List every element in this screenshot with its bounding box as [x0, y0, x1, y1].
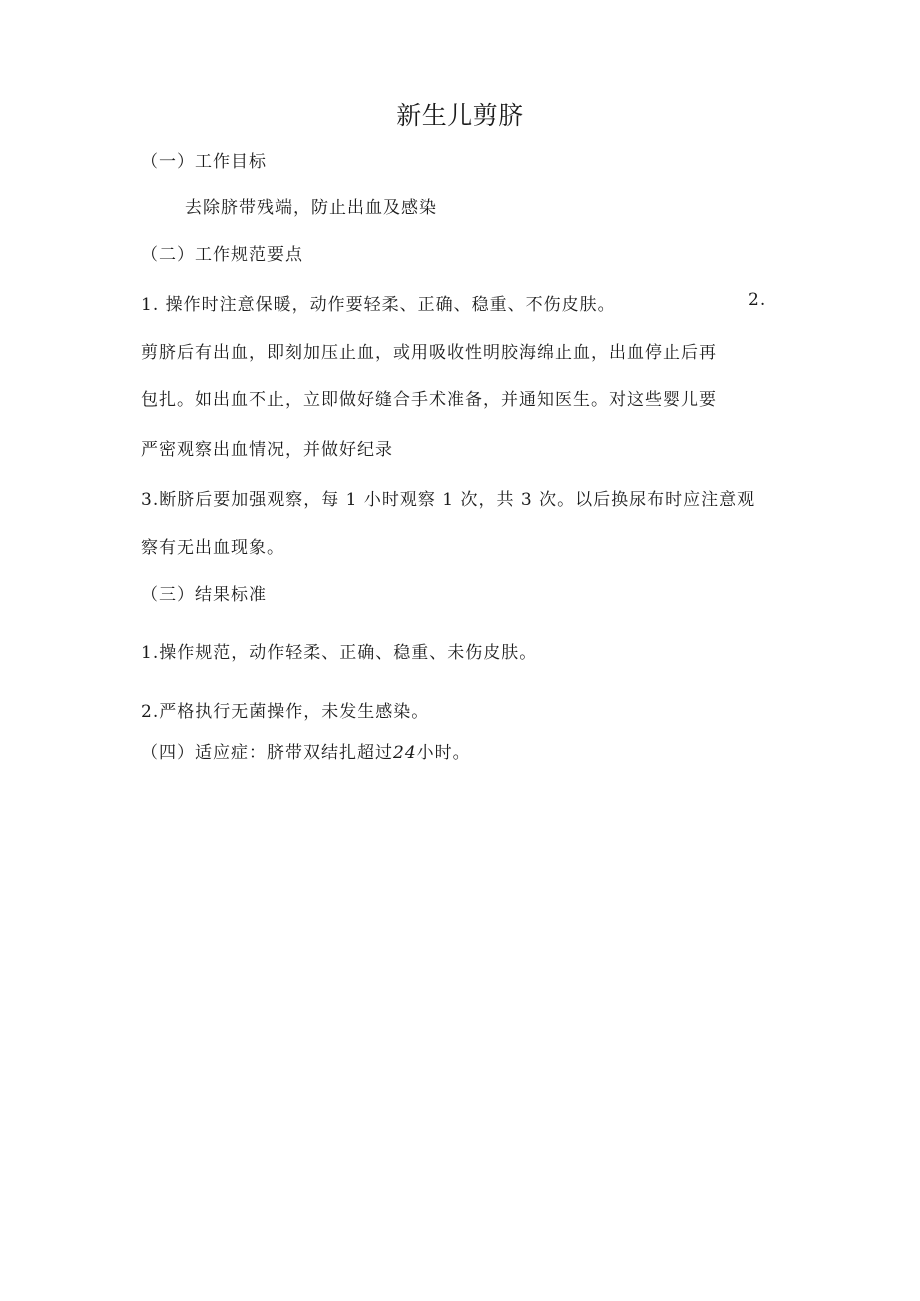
- section-1-heading: （一）工作目标: [141, 152, 267, 172]
- item-1: 1. 操作时注意保暖，动作要轻柔、正确、稳重、不伤皮肤。: [141, 295, 616, 315]
- item-2-line-3: 严密观察出血情况，并做好纪录: [141, 440, 393, 460]
- section-2-heading: （二）工作规范要点: [141, 245, 303, 265]
- section-4-prefix: （四）适应症：脐带双结扎超过: [141, 743, 393, 763]
- item-2-line-2: 包扎。如出血不止，立即做好缝合手术准备，并通知医生。对这些婴儿要: [141, 390, 717, 410]
- result-2: 2.严格执行无菌操作，未发生感染。: [141, 702, 430, 722]
- section-1-body: 去除脐带残端，防止出血及感染: [185, 198, 437, 218]
- section-4-suffix: 小时。: [416, 743, 471, 763]
- item-3-line-2: 察有无出血现象。: [141, 538, 285, 558]
- section-4-hours: 24: [393, 743, 417, 763]
- item-2-line-1: 剪脐后有出血，即刻加压止血，或用吸收性明胶海绵止血，出血停止后再: [141, 343, 717, 363]
- item-3-line-1: 3.断脐后要加强观察，每 1 小时观察 1 次，共 3 次。以后换尿布时应注意观: [141, 490, 756, 510]
- document-title: 新生儿剪脐: [396, 101, 524, 130]
- section-3-heading: （三）结果标准: [141, 585, 267, 605]
- section-4-line: [141, 738, 471, 763]
- result-1: 1.操作规范，动作轻柔、正确、稳重、未伤皮肤。: [141, 643, 538, 663]
- item-2-number: 2.: [748, 290, 767, 310]
